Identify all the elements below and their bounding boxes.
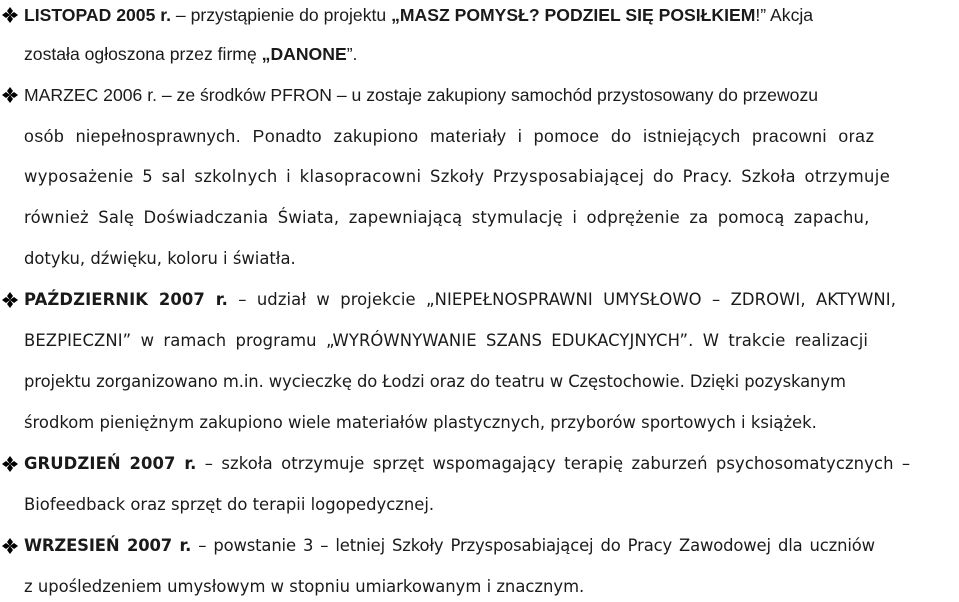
entry-4-line-1: GRUDZIEŃ 2007 r. – szkoła otrzymuje sprzęt wspomagający terapię zaburzeń psychosomatycznych – [24, 454, 911, 473]
entry-2-line-2: osób niepełnosprawnych. Ponadto zakupiono materiały i pomoce do istniejących pracowni oraz [24, 126, 875, 146]
entry-date: LISTOPAD 2005 r. [24, 5, 172, 25]
entry-3-line-4: środkom pieniężnym zakupiono wiele materiałów plastycznych, przyborów sportowych i książek. [24, 413, 817, 432]
entry-2-line-3: wyposażenie 5 sal szkolnych i klasopracowni Szkoły Przysposabiającej do Pracy. Szkoła otrzymuje [24, 167, 891, 186]
entry-2-line-5: dotyku, dźwięku, koloru i światła. [24, 249, 296, 268]
entry-4-line-2: Biofeedback oraz sprzęt do terapii logopedycznej. [24, 495, 435, 514]
entry-3-line-2: BEZPIECZNI” w ramach programu „WYRÓWNYWANIE SZANS EDUKACYJNYCH”. W trakcie realizacji [24, 331, 869, 350]
entry-1-line-1: LISTOPAD 2005 r. – przystąpienie do projektu „MASZ POMYSŁ? PODZIEL SIĘ POSIŁKIEM!” Akcja [24, 5, 814, 25]
entry-2-line-1: MARZEC 2006 r. – ze środków PFRON – u zostaje zakupiony samochód przystosowany do przewozu [24, 85, 819, 105]
entry-2-line-4: również Salę Doświadczania Świata, zapewniającą stymulację i odprężenie za pomocą zapachu, [24, 208, 870, 227]
entry-3-line-1: PAŹDZIERNIK 2007 r. – udział w projekcie „NIEPEŁNOSPRAWNI UMYSŁOWO – ZDROWI, AKTYWNI, [24, 290, 897, 309]
entry-date: GRUDZIEŃ 2007 r. [24, 454, 197, 473]
entry-3-line-3: projektu zorganizowano m.in. wycieczkę do Łodzi oraz do teatru w Częstochowie. Dzięki pozyskanym [24, 372, 846, 391]
entry-5-line-2: z upośledzeniem umysłowym w stopniu umiarkowanym i znacznym. [24, 577, 585, 596]
entry-1-line-2: została ogłoszona przez firmę „DANONE”. [24, 44, 358, 64]
entry-date: WRZESIEŃ 2007 r. [24, 536, 192, 555]
entry-5-line-1: WRZESIEŃ 2007 r. – powstanie 3 – letniej Szkoły Przysposabiającej do Pracy Zawodowej dla uczniów [24, 536, 875, 555]
entry-date: MARZEC 2006 r. [24, 85, 157, 105]
entry-date: PAŹDZIERNIK 2007 r. [24, 290, 228, 309]
